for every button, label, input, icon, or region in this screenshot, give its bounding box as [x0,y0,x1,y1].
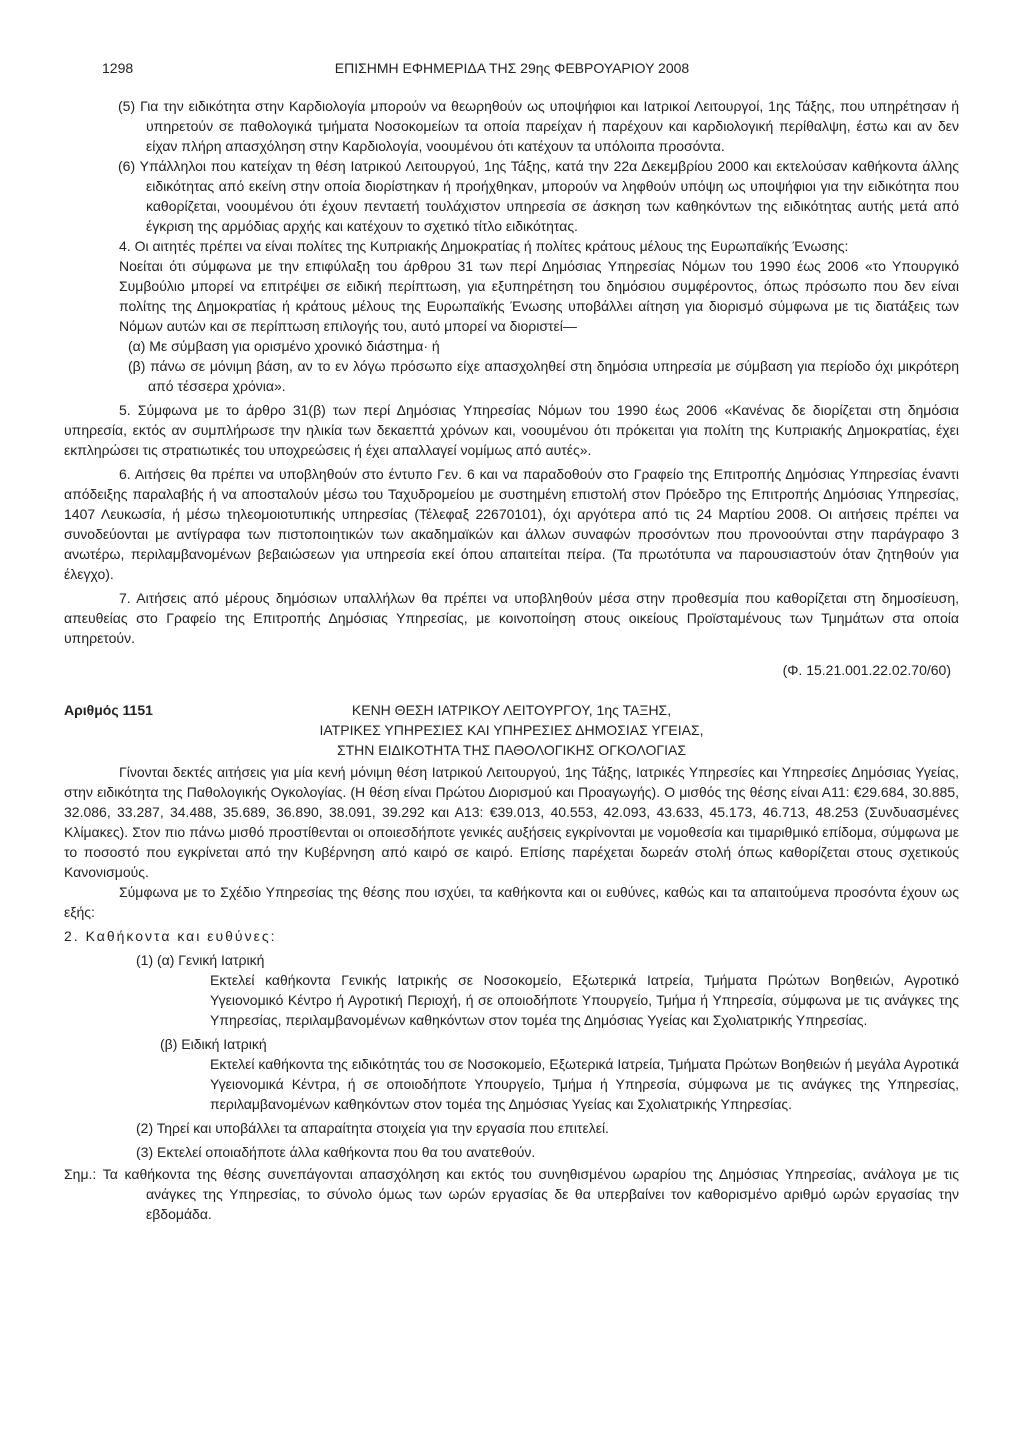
notice-title-line-1: ΚΕΝΗ ΘΕΣΗ ΙΑΤΡΙΚΟΥ ΛΕΙΤΟΥΡΓΟΥ, 1ης ΤΑΞΗΣ, [351,702,672,718]
paragraph-4-item-b: (β) πάνω σε μόνιμη βάση, αν το εν λόγω πρόσωπο είχε απασχοληθεί στη δημόσια υπηρεσία με σύμβαση για περίοδο όχι μικρότερη από τέσσερα χρόνια». [128,358,959,394]
notice-scheme: Σύμφωνα με το Σχέδιο Υπηρεσίας της θέσης που ισχύει, τα καθήκοντα και οι ευθύνες, καθώς και τα απαιτούμενα προσόντα έχουν ως εξής: [64,884,959,920]
file-reference: (Φ. 15.21.001.22.02.70/60) [782,662,951,678]
duties-note: Σημ.: Τα καθήκοντα της θέσης συνεπάγονται απασχόληση και εκτός του συνηθισμένου ωραρίου της Δημόσιας Υπηρεσίας, ανάλογα με τις ανάγκες της Υπηρεσίας, το σύνολο όμως των ωρών εργασίας δε θα υπερβαίνει τον καθορισμένο αριθμό ωρών εργασίας την εβδομάδα. [64,1166,959,1222]
page-number: 1298 [102,60,134,76]
notice-title-line-2: ΙΑΤΡΙΚΕΣ ΥΠΗΡΕΣΙΕΣ ΚΑΙ ΥΠΗΡΕΣΙΕΣ ΔΗΜΟΣΙΑΣ ΥΓΕΙΑΣ, [319,722,704,738]
page-header [102,58,922,80]
duty-1a-label: (1) (α) Γενική Ιατρική [136,952,265,968]
paragraph-4-proviso: Νοείται ότι σύμφωνα με την επιφύλαξη του άρθρου 31 των περί Δημόσιας Υπηρεσίας Νόμων του 1990 έως 2006 «το Υπουργικό Συμβούλιο μπορεί να επιτρέψει σε ειδική περίπτωση, για εξυπηρέτηση του δημόσιου συμφέροντος, όπως πρόσωπο που δεν είναι πολίτης της Δημοκρατίας ή κράτους μέλους της Ευρωπαϊκής Ένωσης υποβάλλει αίτηση για διορισμό σύμφωνα με τις διατάξεις των Νόμων αυτών και σε περίπτωση επιλογής του, αυτό μπορεί να διοριστεί— [119,258,959,334]
duty-1b-text: Εκτελεί καθήκοντα της ειδικότητάς του σε Νοσοκομείο, Εξωτερικά Ιατρεία, Τμήματα Πρώτων Βοηθειών ή μεγάλα Αγροτικά Υγειονομικά Κέντρα, ή σε οποιοδήποτε Υπουργείο, Τμήμα ή Υπηρεσία, σύμφωνα με τις ανάγκες της Υπηρεσίας, περιλαμβανομένων καθηκόντων στον τομέα της Δημόσιας Υγείας και Σχολιατρικής Υπηρεσίας. [210,1056,959,1112]
paragraph-qualification-5: (5) Για την ειδικότητα στην Καρδιολογία μπορούν να θεωρηθούν ως υποψήφιοι και Ιατρικοί Λειτουργοί, 1ης Τάξης, που υπηρέτησαν ή υπηρετούν σε παθολογικά τμήματα Νοσοκομείων τα οποία παρείχαν ή παρέχουν και καρδιολογική περίθαλψη, έστω και αν δεν είχαν πλήρη απασχόληση στην Καρδιολογία, νοουμένου ότι κατέχουν τα υπόλοιπα προσόντα. [118,98,959,154]
duty-1a-text: Εκτελεί καθήκοντα Γενικής Ιατρικής σε Νοσοκομείο, Εξωτερικά Ιατρεία, Τμήματα Πρώτων Βοηθειών, Αγροτικό Υγειονομικό Κέντρο ή Αγροτική Περιοχή, ή σε οποιοδήποτε Υπουργείο, Τμήμα ή Υπηρεσία, σύμφωνα με τις ανάγκες της Υπηρεσίας, περιλαμβανομένων καθηκόντων στον τομέα της Δημόσιας Υγείας και Σχολιατρικής Υπηρεσίας. [210,972,959,1028]
paragraph-7: 7. Αιτήσεις από μέρους δημόσιων υπαλλήλων θα πρέπει να υποβληθούν μέσα στην προθεσμία που καθορίζεται στη δημοσίευση, απευθείας στο Γραφείο της Επιτροπής Δημόσιας Υπηρεσίας, με κοινοποίηση στους οικείους Προϊσταμένους των Τμημάτων στα οποία υπηρετούν. [64,590,959,646]
notice-heading [64,700,959,760]
notice-intro: Γίνονται δεκτές αιτήσεις για μία κενή μόνιμη θέση Ιατρικού Λειτουργού, 1ης Τάξης, Ιατρικές Υπηρεσίες και Υπηρεσίες Δημόσιας Υγείας, στην ειδικότητα της Παθολογικής Ογκολογίας. (Η θέση είναι Πρώτου Διορισμού και Προαγωγής). Ο μισθός της θέσης είναι Α11: €29.684, 30.885, 32.086, 33.287, 34.488, 35.689, 36.890, 38.091, 39.292 και Α13: €39.013, 40.553, 42.093, 43.633, 45.173, 46.713, 48.253 (Συνδυασμένες Κλίμακες). Στον πιο πάνω μισθό προστίθενται οι οποιεσδήποτε γενικές αυξήσεις εγκρίνονται με νομοθεσία και τιμαριθμικό επίδομα, σύμφωνα με το ποσοστό που εγκρίνεται από την Κυβέρνηση από καιρό σε καιρό. Επίσης παρέχεται δωρεάν στολή όπως καθορίζεται στους σχετικούς Κανονισμούς. [64,764,959,880]
duty-2: (2) Τηρεί και υποβάλλει τα απαραίτητα στοιχεία για την εργασία που επιτελεί. [136,1120,609,1136]
paragraph-4-item-a: (α) Με σύμβαση για ορισμένο χρονικό διάστημα· ή [128,338,440,354]
duty-1b-label: (β) Ειδική Ιατρική [160,1036,267,1052]
notice-number: Αριθμός 1151 [64,702,153,718]
duties-heading: 2. Καθήκοντα και ευθύνες: [64,928,277,944]
paragraph-6: 6. Αιτήσεις θα πρέπει να υποβληθούν στο έντυπο Γεν. 6 και να παραδοθούν στο Γραφείο της Επιτροπής Δημόσιας Υπηρεσίας έναντι απόδειξης παραλαβής ή να αποσταλούν μέσω του Ταχυδρομείου με συστημένη επιστολή στον Πρόεδρο της Επιτροπής Δημόσιας Υπηρεσίας, 1407 Λευκωσία, ή μέσω τηλεομοιοτυπικής υπηρεσίας (Τέλεφαξ 22670101), όχι αργότερα από τις 24 Μαρτίου 2008. Οι αιτήσεις πρέπει να συνοδεύονται με αντίγραφα των πιστοποιητικών των ακαδημαϊκών και άλλων συναφών προσόντων που προνοούνται στην παράγραφο 3 ανωτέρω, περιλαμβανομένων βεβαιώσεων για υπηρεσία εκεί όπου απαιτείται πείρα. (Τα πρωτότυπα να παρουσιαστούν όταν ζητηθούν για έλεγχο). [64,466,959,582]
page-body [64,96,959,1224]
paragraph-5: 5. Σύμφωνα με το άρθρο 31(β) των περί Δημόσιας Υπηρεσίας Νόμων του 1990 έως 2006 «Κανένας δε διορίζεται στη δημόσια υπηρεσία, εκτός αν συμπλήρωσε την ηλικία των δεκαεπτά χρόνων και, νοουμένου ότι πρόκειται για πολίτη της Κυπριακής Δημοκρατίας, έχει εκπληρώσει τις στρατιωτικές του υποχρεώσεις ή έχει απαλλαγεί νομίμως από αυτές». [64,402,959,458]
paragraph-4: 4. Οι αιτητές πρέπει να είναι πολίτες της Κυπριακής Δημοκρατίας ή πολίτες κράτους μέλους της Ευρωπαϊκής Ένωσης: [119,238,849,254]
duty-3: (3) Εκτελεί οποιαδήποτε άλλα καθήκοντα που θα του ανατεθούν. [136,1144,536,1160]
notice-title-line-3: ΣΤΗΝ ΕΙΔΙΚΟΤΗΤΑ ΤΗΣ ΠΑΘΟΛΟΓΙΚΗΣ ΟΓΚΟΛΟΓΙΑΣ [336,742,687,758]
gazette-title: ΕΠΙΣΗΜΗ ΕΦΗΜΕΡΙΔΑ ΤΗΣ 29ης ΦΕΒΡΟΥΑΡΙΟΥ 2008 [334,60,690,76]
paragraph-qualification-6: (6) Υπάλληλοι που κατείχαν τη θέση Ιατρικού Λειτουργού, 1ης Τάξης, κατά την 22α Δεκεμβρίου 2000 και εκτελούσαν καθήκοντα άλλης ειδικότητας από εκείνη στην οποία διορίστηκαν ή προήχθηκαν, μπορούν να ληφθούν υπόψη ως υποψήφιοι για την ειδικότητα που καθορίζεται, νοουμένου ότι έχουν πενταετή τουλάχιστον υπηρεσία σε άσκηση των καθηκόντων της ειδικότητας αυτής μετά από έγκριση της αρμόδιας αρχής και κατέχουν το σχετικό τίτλο ειδικότητας. [118,158,959,234]
